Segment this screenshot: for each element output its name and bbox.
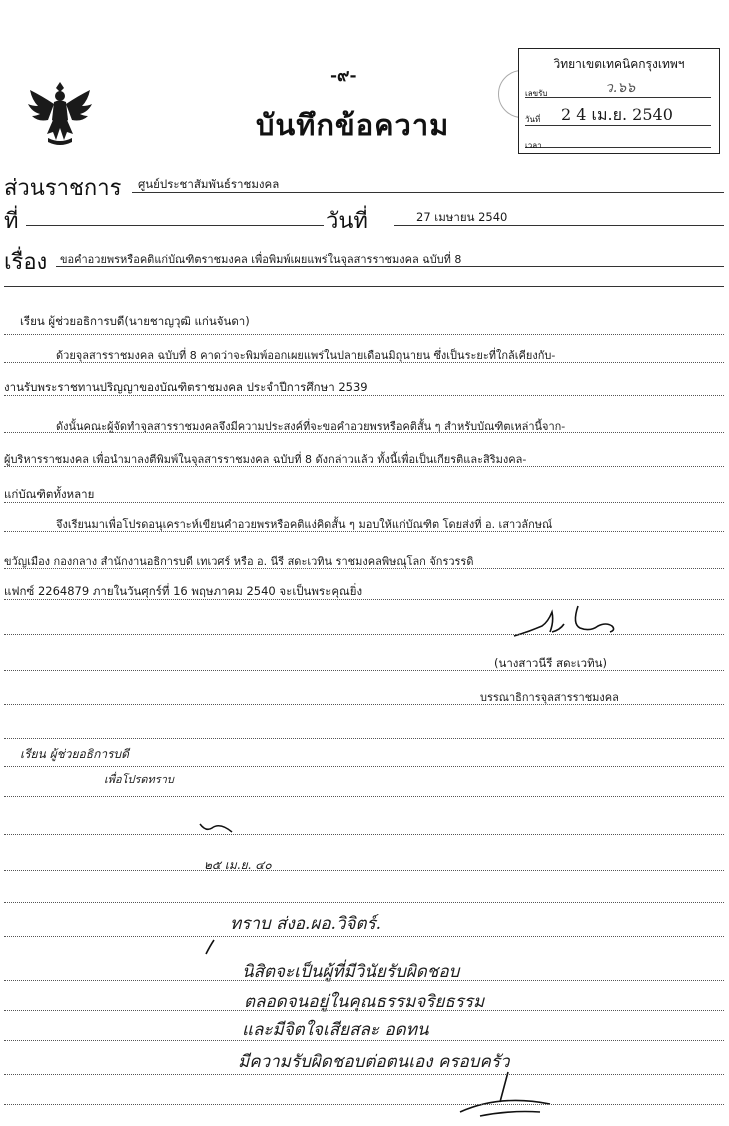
handwritten-note-5-line-3: และมีจิตใจเสียสละ อดทน	[242, 1020, 429, 1040]
body-line-8: แฟกซ์ 2264879 ภายในวันศุกร์ที่ 16 พฤษภาคม 2540 จะเป็นพระคุณยิ่ง	[4, 584, 363, 598]
body-line	[4, 634, 724, 635]
subject-value: ขอคำอวยพรหรือคติแก่บัณฑิตราชมงคล เพื่อพิมพ์เผยแพร่ในจุลสารราชมงคล ฉบับที่ 8	[60, 253, 462, 266]
header-separator	[4, 286, 724, 287]
garuda-emblem-icon	[26, 76, 94, 148]
stamp-org: วิทยาเขตเทคนิคกรุงเทพฯ	[553, 57, 685, 71]
bottom-signature-image	[440, 1068, 580, 1124]
stamp-date-label: วันที่	[525, 115, 541, 124]
subject-underline	[56, 266, 724, 267]
body-line	[4, 334, 724, 335]
signer-title: บรรณาธิการจุลสารราชมงคล	[480, 691, 619, 704]
salutation: เรียน ผู้ช่วยอธิการบดี(นายชาญวุฒิ แก่นจันดา)	[20, 314, 250, 328]
handwritten-note-5-line-1: นิสิตจะเป็นผู้ที่มีวินัยรับผิดชอบ	[242, 962, 460, 982]
body-line	[4, 466, 724, 467]
handwritten-note-1: เรียน ผู้ช่วยอธิการบดี	[20, 747, 129, 761]
stamp-time-label: เวลา	[525, 141, 542, 150]
note-line	[4, 1104, 724, 1105]
body-line-1: ด้วยจุลสารราชมงคล ฉบับที่ 8 คาดว่าจะพิมพ์ออกเผยแพร่ในปลายเดือนมิถุนายน ซึ่งเป็นระยะที่ใกล้เคียงกับ-	[56, 349, 556, 362]
body-line-7: ขวัญเมือง กองกลาง สำนักงานอธิการบดี เทเวศร์ หรือ อ. นีรี สดะเวทิน ราชมงคลพิษณุโลก จักรวรรดิ	[4, 555, 474, 568]
ref-label: ที่	[4, 209, 19, 234]
stamp-number-label: เลขรับ	[525, 89, 548, 98]
note-line	[4, 1074, 724, 1075]
stamp-number-row	[525, 81, 711, 98]
note-line	[4, 936, 724, 937]
note-line	[4, 902, 724, 903]
note-line	[4, 834, 724, 835]
body-line-2: งานรับพระราชทานปริญญาของบัณฑิตราชมงคล ประจำปีการศึกษา 2539	[4, 380, 368, 394]
department-label: ส่วนราชการ	[4, 176, 122, 201]
body-line-5: แก่บัณฑิตทั้งหลาย	[4, 487, 95, 501]
stamp-date-row	[525, 107, 711, 126]
body-line-6: จึงเรียนมาเพื่อโปรดอนุเคราะห์เขียนคำอวยพรหรือคติแง่คิดสั้น ๆ มอบให้แก่บัณฑิต โดยส่งที่ อ. เสาวลักษณ์	[56, 518, 553, 531]
body-line	[4, 568, 724, 569]
note-line	[4, 796, 724, 797]
signature-image	[508, 596, 638, 644]
body-line	[4, 531, 724, 532]
body-line-3: ดังนั้นคณะผู้จัดทำจุลสารราชมงคลจึงมีความประสงค์ที่จะขอคำอวยพรหรือคติสั้น ๆ สำหรับบัณฑิตเหล่านี้จาก-	[56, 420, 566, 433]
handwritten-note-4: ทราบ ส่งอ.ผอ.วิจิตร์.	[230, 914, 382, 934]
note-line	[4, 1010, 724, 1011]
note-line	[4, 980, 724, 981]
stamp-time-row	[525, 133, 711, 148]
department-underline	[132, 192, 724, 193]
handwritten-mark	[196, 818, 236, 838]
note-line	[4, 1040, 724, 1041]
body-line	[4, 704, 724, 705]
subject-label: เรื่อง	[4, 250, 48, 275]
ref-underline	[26, 225, 324, 226]
note-line	[4, 870, 724, 871]
handwritten-note-5-line-4: มีความรับผิดชอบต่อตนเอง ครอบครัว	[238, 1052, 510, 1072]
body-line	[4, 502, 724, 503]
stamp-number-value: ว.๖๖	[605, 80, 636, 96]
body-line-4: ผู้บริหารราชมงคล เพื่อนำมาลงตีพิมพ์ในจุลสารราชมงคล ฉบับที่ 8 ดังกล่าวแล้ว ทั้งนี้เพื่อเป็นเกียรติและสิริมงคล-	[4, 453, 527, 466]
handwritten-note-5-line-2: ตลอดจนอยู่ในคุณธรรมจริยธรรม	[244, 992, 485, 1012]
signer-name: (นางสาวนีรี สดะเวทิน)	[494, 656, 608, 670]
body-line	[4, 670, 724, 671]
body-line	[4, 432, 724, 433]
date-value: 27 เมษายน 2540	[416, 210, 508, 224]
page-title: บันทึกข้อความ	[256, 108, 450, 142]
body-line	[4, 362, 724, 363]
handwritten-date: ๒๕ เม.ย. ๔๐	[204, 858, 272, 872]
department-value: ศูนย์ประชาสัมพันธ์ราชมงคล	[138, 177, 280, 191]
date-underline	[394, 225, 724, 226]
handwritten-tick	[200, 938, 220, 958]
note-line	[4, 766, 724, 767]
page-number: -๙-	[330, 66, 357, 86]
date-label: วันที่	[326, 209, 368, 234]
stamp-date-value: 2 4 เม.ย. 2540	[561, 105, 673, 124]
note-line	[4, 738, 724, 739]
body-line	[4, 395, 724, 396]
handwritten-note-2-visible: เพื่อโปรดทราบ	[104, 773, 174, 786]
received-stamp	[518, 48, 720, 154]
